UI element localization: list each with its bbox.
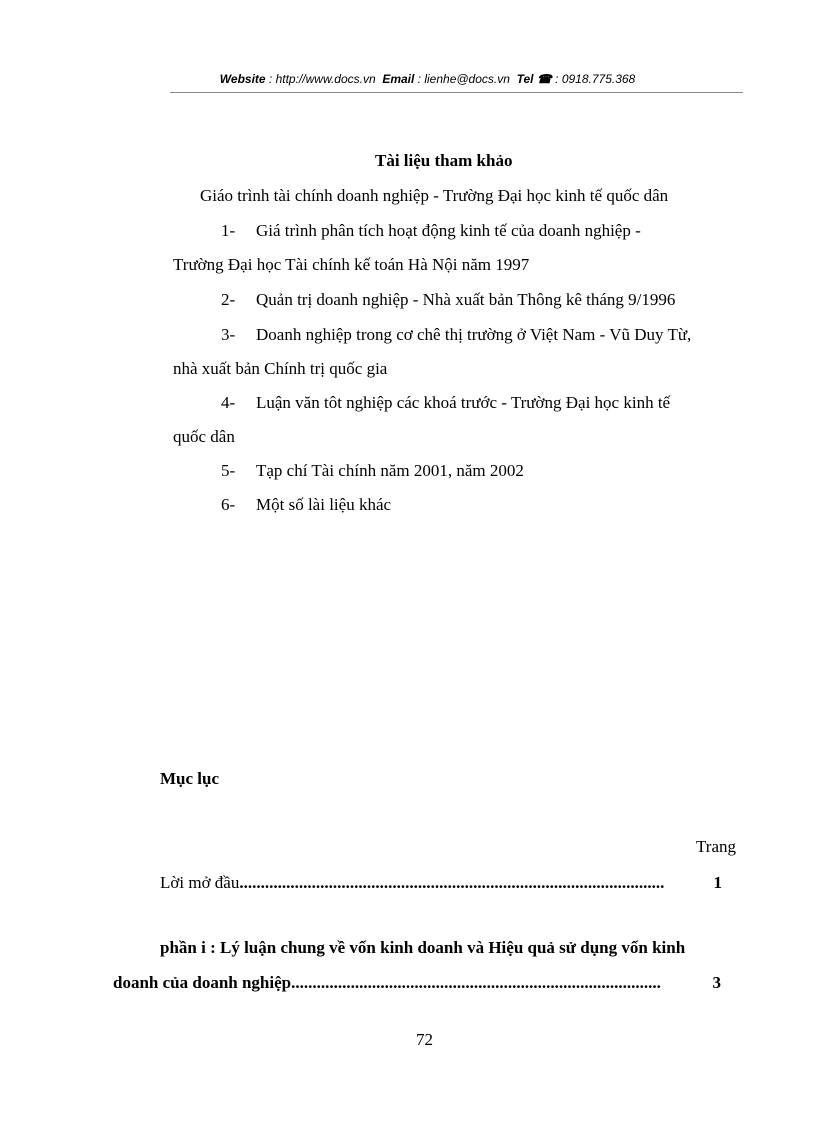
toc-title: Mục lục [160, 769, 220, 788]
reference-item: 4- Luận văn tôt nghiệp các khoá trước - Trường Đại học kinh tế [221, 393, 671, 412]
reference-item: 2- Quản trị doanh nghiệp - Nhà xuất bản Thông kê tháng 9/1996 [221, 290, 676, 309]
toc-entry[interactable] [160, 873, 722, 893]
toc-entry-page: 3 [712, 973, 721, 992]
toc-leader-dots: ....................................................................................... [291, 973, 661, 992]
website-link[interactable]: http://www.docs.vn [275, 72, 376, 86]
toc-entry-label: Lời mở đầu [160, 873, 240, 892]
toc-entry-label: doanh của doanh nghiệp [113, 973, 292, 992]
reference-item-continued: quốc dân [173, 427, 235, 446]
toc-page-header: Trang [696, 837, 736, 856]
references-title: Tài liệu tham khảo [375, 151, 513, 170]
phone-icon: ☎ [536, 72, 552, 86]
tel-label: Tel [516, 72, 534, 86]
reference-item-continued: Trường Đại học Tài chính kế toán Hà Nội năm 1997 [173, 255, 530, 274]
reference-item: 1- Giá trình phân tích hoạt động kinh tế của doanh nghiệp - [221, 221, 641, 240]
reference-item: 6- Một số lài liệu khác [221, 495, 392, 514]
reference-item: 5- Tạp chí Tài chính năm 2001, năm 2002 [221, 461, 524, 480]
page-header: Website : http://www.docs.vn Email : lienhe@docs.vn Tel ☎ : 0918.775.368 [219, 72, 636, 86]
toc-entry-heading[interactable]: phần i : Lý luận chung về vốn kinh doanh và Hiệu quả sử dụng vốn kinh [160, 938, 686, 957]
website-label: Website [219, 72, 266, 86]
reference-item: 3- Doanh nghiệp trong cơ chê thị trường ở Việt Nam - Vũ Duy Từ, [221, 325, 692, 344]
toc-leader-dots: .................................................................................................... [239, 873, 665, 892]
phone-number: 0918.775.368 [561, 72, 636, 86]
toc-entry-page: 1 [713, 873, 722, 892]
email-link[interactable]: lienhe@docs.vn [424, 72, 510, 86]
reference-item-continued: nhà xuất bản Chính trị quốc gia [173, 359, 388, 378]
references-intro: Giáo trình tài chính doanh nghiệp - Trường Đại học kinh tế quốc dân [200, 186, 669, 205]
email-label: Email [382, 72, 415, 86]
header-divider [170, 92, 743, 93]
page-number: 72 [416, 1030, 433, 1049]
toc-entry[interactable] [113, 973, 721, 993]
